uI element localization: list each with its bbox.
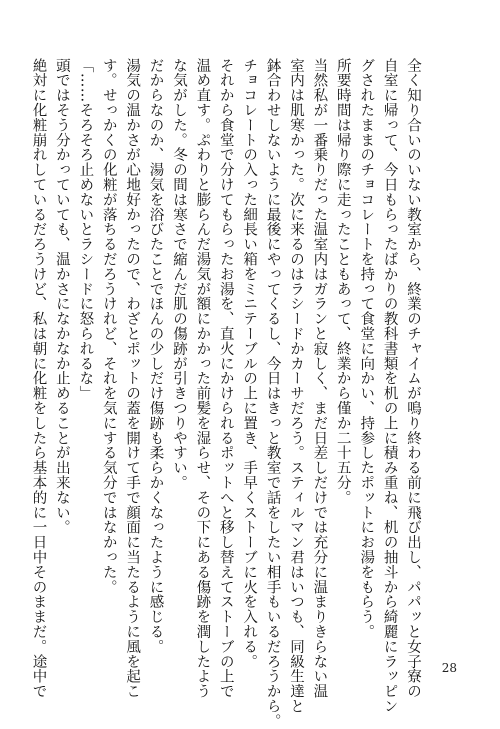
text-line: 所要時間は帰り際に走ったこともあって、終業から僅か二十五分。 [334,58,351,505]
text-line: な気がした。冬の間は寒さで縮んだ肌の傷跡が引きつりやすい。 [170,58,187,491]
text-line: 「……そろそろ止めないとラシードに怒られるな」 [77,58,94,401]
text-line: 絶対に化粧崩れしているだろうけど、私は朝に化粧をしたら基本的に一日中そのままだ。途中で [30,58,47,699]
text-line: 当然私が一番乗りだった温室内はガランと寂しく、まだ日差しだけでは充分に温まりきらない温 [311,58,328,699]
text-line: 温め直す。ぷわりと膨らんだ湯気が額にかかった前髪を湿らせ、その下にある傷跡を潤したよう [194,58,211,699]
vertical-text-body [30,58,424,729]
page-number: 28 [441,661,457,675]
text-line: だからなのか、湯気を浴びたことでほんの少しだけ傷跡も柔らかくなったように感じる。 [147,58,164,654]
text-line: す。せっかくの化粧が落ちるだろうけれど、それを気にする気分ではなかった。 [100,58,117,595]
text-line: 自室に帰って、今日もらったばかりの教科書類を机の上に積み重ね、机の抽斗から綺麗にラッピン [381,58,398,714]
text-line: チョコレートの入った細長い箱をミニテーブルの上に置き、手早くストーブに火を入れる。 [241,58,258,669]
text-line: グされたままのチョコレートを持って食堂に向かい、持参したポットにお湯をもらう。 [358,58,375,640]
text-line: 頭ではそう分かっていても、温かさになかなか止めることが出来ない。 [53,58,70,535]
text-line: 全く知り合いのいない教室から、終業のチャイムが鳴り終わる前に飛び出し、パパッと女子寮の [405,58,421,699]
text-line: 室内は肌寒かった。次に来るのはラシードかカーサだろう。スティルマン君はいつも、同級生達と [287,58,304,714]
text-line: 鉢合わせしないように最後にやってくるし、今日はきっと教室で話をしたい相手もいるだろうから。 [264,58,281,729]
text-line: 湯気の温かさが心地好かったので、わざとポットの蓋を開けて手で顔面に当たるように風を起こ [124,58,141,699]
text-line: それから食堂で分けてもらったお湯を、直火にかけられるポットへと移し替えてストーブの上で [217,58,234,699]
